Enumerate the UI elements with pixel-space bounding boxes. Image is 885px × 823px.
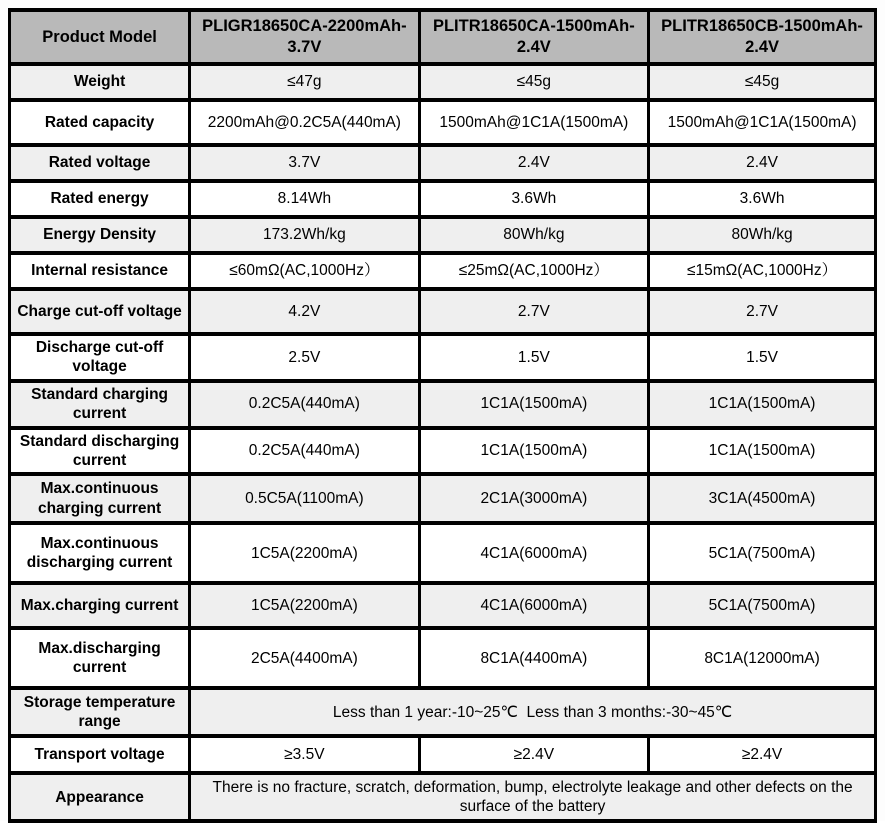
row-value: 173.2Wh/kg bbox=[190, 217, 419, 253]
table-row bbox=[10, 289, 876, 334]
row-label: Standard discharging current bbox=[10, 428, 190, 475]
row-value: 3.7V bbox=[190, 145, 419, 181]
row-value: 2C1A(3000mA) bbox=[419, 474, 648, 523]
product-model-header: Product Model bbox=[10, 10, 190, 64]
row-value: ≥3.5V bbox=[190, 736, 419, 773]
column-header: PLITR18650CA-1500mAh-2.4V bbox=[419, 10, 648, 64]
row-label: Standard charging current bbox=[10, 381, 190, 428]
table-row bbox=[10, 334, 876, 381]
row-label: Rated capacity bbox=[10, 100, 190, 145]
row-value: 8C1A(4400mA) bbox=[419, 628, 648, 688]
row-value: 8C1A(12000mA) bbox=[649, 628, 876, 688]
table-row bbox=[10, 688, 876, 736]
row-value: ≤45g bbox=[649, 64, 876, 100]
row-value: 1C5A(2200mA) bbox=[190, 583, 419, 628]
row-value: 3.6Wh bbox=[419, 181, 648, 217]
row-value: 0.2C5A(440mA) bbox=[190, 428, 419, 475]
row-value: 4C1A(6000mA) bbox=[419, 583, 648, 628]
row-label: Rated energy bbox=[10, 181, 190, 217]
table-row bbox=[10, 583, 876, 628]
row-label: Weight bbox=[10, 64, 190, 100]
row-value: 80Wh/kg bbox=[649, 217, 876, 253]
row-value: ≤45g bbox=[419, 64, 648, 100]
row-label: Transport voltage bbox=[10, 736, 190, 773]
row-value: 8.14Wh bbox=[190, 181, 419, 217]
row-label: Max.continuous discharging current bbox=[10, 523, 190, 583]
row-value: 1C1A(1500mA) bbox=[419, 428, 648, 475]
row-value: ≤25mΩ(AC,1000Hz） bbox=[419, 253, 648, 289]
row-value: 1.5V bbox=[419, 334, 648, 381]
row-label: Max.continuous charging current bbox=[10, 474, 190, 523]
row-label: Max.charging current bbox=[10, 583, 190, 628]
column-header: PLIGR18650CA-2200mAh-3.7V bbox=[190, 10, 419, 64]
row-value: 2200mAh@0.2C5A(440mA) bbox=[190, 100, 419, 145]
row-value: ≤15mΩ(AC,1000Hz） bbox=[649, 253, 876, 289]
row-value: 4.2V bbox=[190, 289, 419, 334]
table-header bbox=[10, 10, 876, 64]
table-row bbox=[10, 181, 876, 217]
row-value: 0.2C5A(440mA) bbox=[190, 381, 419, 428]
column-header: PLITR18650CB-1500mAh-2.4V bbox=[649, 10, 876, 64]
table-row bbox=[10, 523, 876, 583]
row-value: 3.6Wh bbox=[649, 181, 876, 217]
table-row bbox=[10, 253, 876, 289]
row-value: 1500mAh@1C1A(1500mA) bbox=[419, 100, 648, 145]
row-value: There is no fracture, scratch, deformation, bump, electrolyte leakage and other defects on the surface of the battery bbox=[190, 773, 876, 821]
row-value: ≥2.4V bbox=[649, 736, 876, 773]
row-value: ≥2.4V bbox=[419, 736, 648, 773]
table-row bbox=[10, 145, 876, 181]
battery-spec-table bbox=[8, 8, 877, 823]
row-label: Internal resistance bbox=[10, 253, 190, 289]
row-label: Charge cut-off voltage bbox=[10, 289, 190, 334]
row-value: 5C1A(7500mA) bbox=[649, 523, 876, 583]
row-label: Energy Density bbox=[10, 217, 190, 253]
row-value: 5C1A(7500mA) bbox=[649, 583, 876, 628]
row-value: 1C1A(1500mA) bbox=[419, 381, 648, 428]
row-value: 1C1A(1500mA) bbox=[649, 381, 876, 428]
row-label: Discharge cut-off voltage bbox=[10, 334, 190, 381]
row-value: 1500mAh@1C1A(1500mA) bbox=[649, 100, 876, 145]
table-body bbox=[10, 64, 876, 821]
row-value: 80Wh/kg bbox=[419, 217, 648, 253]
row-value: 3C1A(4500mA) bbox=[649, 474, 876, 523]
table-row bbox=[10, 736, 876, 773]
row-value: 2.7V bbox=[649, 289, 876, 334]
row-value: 2.4V bbox=[649, 145, 876, 181]
row-label: Rated voltage bbox=[10, 145, 190, 181]
table-row bbox=[10, 474, 876, 523]
table-row bbox=[10, 381, 876, 428]
row-label: Storage temperature range bbox=[10, 688, 190, 736]
table-row bbox=[10, 773, 876, 821]
row-value: 2.7V bbox=[419, 289, 648, 334]
row-value: ≤60mΩ(AC,1000Hz） bbox=[190, 253, 419, 289]
row-value: 1C1A(1500mA) bbox=[649, 428, 876, 475]
row-value: 1C5A(2200mA) bbox=[190, 523, 419, 583]
row-value: Less than 1 year:-10~25℃ Less than 3 months:-30~45℃ bbox=[190, 688, 876, 736]
row-label: Max.discharging current bbox=[10, 628, 190, 688]
row-value: 2.5V bbox=[190, 334, 419, 381]
table-row bbox=[10, 628, 876, 688]
row-value: 1.5V bbox=[649, 334, 876, 381]
table-row bbox=[10, 428, 876, 475]
row-value: 2C5A(4400mA) bbox=[190, 628, 419, 688]
table-row bbox=[10, 217, 876, 253]
row-value: 2.4V bbox=[419, 145, 648, 181]
row-value: 0.5C5A(1100mA) bbox=[190, 474, 419, 523]
table-row bbox=[10, 100, 876, 145]
row-value: 4C1A(6000mA) bbox=[419, 523, 648, 583]
header-row bbox=[10, 10, 876, 64]
row-label: Appearance bbox=[10, 773, 190, 821]
table-row bbox=[10, 64, 876, 100]
row-value: ≤47g bbox=[190, 64, 419, 100]
